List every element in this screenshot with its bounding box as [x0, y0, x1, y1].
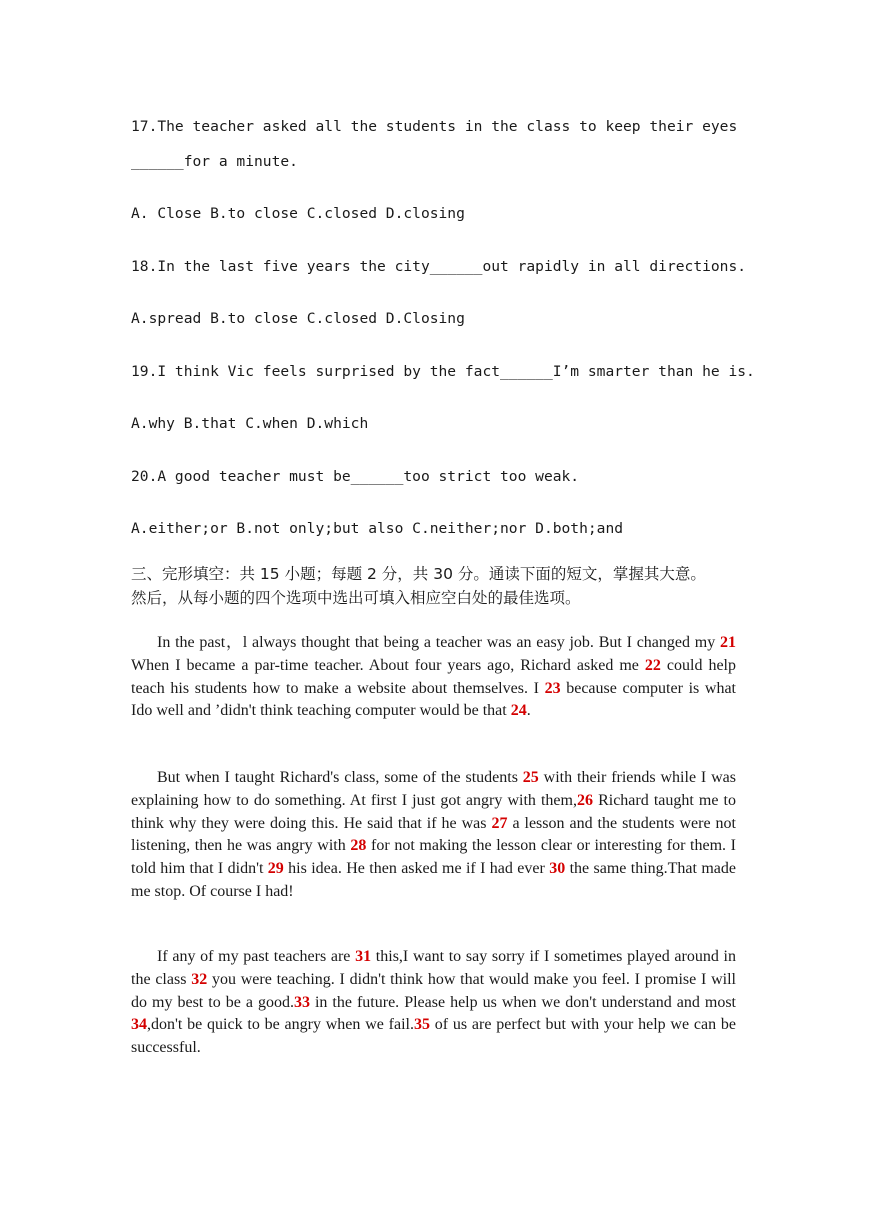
section-3-heading-line2: 然后，从每小题的四个选项中选出可填入相应空白处的最佳选项。: [131, 589, 581, 607]
passage-text: Richard taught me to think why they were doing this. He said that if he was: [131, 791, 736, 832]
passage-text: in the future. Please help us when we don't understand and most: [309, 993, 737, 1011]
question-18-stem: 18.In the last five years the city______out rapidly in all directions.: [131, 258, 747, 275]
blank-number-29: 29: [267, 860, 284, 878]
blank-number-32: 32: [191, 970, 208, 988]
passage-text: ,don't be quick to be angry when we fail.: [147, 1016, 414, 1034]
section-3-heading: [131, 562, 741, 610]
passage-paragraph-2: [131, 767, 736, 904]
passage-text: for not making the lesson clear or interesting for them. I told him that I didn't: [131, 837, 737, 878]
question-19-options: A.why B.that C.when D.which: [131, 415, 369, 432]
question-19-stem: 19.I think Vic feels surprised by the fact______I’m smarter than he is.: [131, 363, 755, 380]
blank-number-31: 31: [355, 948, 372, 965]
blank-number-25: 25: [522, 769, 539, 786]
passage-paragraph-3: [131, 946, 736, 1060]
section-3-heading-line1: 三、完形填空：共 15 小题；每题 2 分，共 30 分。通读下面的短文，掌握其大意。: [131, 565, 706, 583]
question-18-options: A.spread B.to close C.closed D.Closing: [131, 310, 465, 327]
question-17-options: A. Close B.to close C.closed D.closing: [131, 205, 465, 222]
blank-number-24: 24: [510, 702, 527, 720]
passage-text: this,I want to say sorry if I sometimes played around in the class: [131, 948, 737, 988]
blank-number-22: 22: [644, 656, 661, 674]
passage-text: because computer is what Ido well and ’didn't think teaching computer would be that: [131, 679, 736, 720]
blank-number-23: 23: [544, 679, 561, 697]
passage-text: with their friends while I was explaining how to do something. At first I just got angry with them,: [131, 769, 736, 809]
question-20-stem: 20.A good teacher must be______too strict too weak.: [131, 468, 580, 485]
blank-number-33: 33: [293, 993, 310, 1011]
blank-number-21: 21: [720, 634, 736, 651]
passage-text: a lesson and the students were not listening, then he was angry with: [131, 814, 736, 855]
passage-text: of us are perfect but with your help we can be successful.: [131, 1016, 736, 1057]
blank-number-27: 27: [491, 814, 508, 832]
blank-number-28: 28: [350, 837, 367, 855]
passage-text: the same thing.That made me stop. Of course I had!: [131, 860, 737, 900]
question-17-stem-cont: ______for a minute.: [131, 153, 298, 170]
question-17-stem: 17.The teacher asked all the students in the class to keep their eyes: [131, 118, 738, 135]
passage-text: .: [526, 702, 531, 720]
passage-text: But when I taught Richard's class, some of the students: [157, 769, 523, 786]
passage-text: you were teaching. I didn't think how that would make you feel. I promise I will do my best to be a good.: [131, 970, 736, 1011]
passage-text: In the past，l always thought that being a teacher was an easy job. But I changed my: [157, 634, 720, 651]
passage-text: When I became a par-time teacher. About four years ago, Richard asked me: [131, 656, 645, 674]
passage-paragraph-1: [131, 632, 736, 723]
question-20-options: A.either;or B.not only;but also C.neither;nor D.both;and: [131, 520, 624, 537]
passage-text: If any of my past teachers are: [157, 948, 356, 965]
blank-number-30: 30: [549, 860, 566, 878]
blank-number-26: 26: [576, 791, 593, 809]
blank-number-34: 34: [131, 1016, 147, 1034]
passage-text: could help teach his students how to make a website about themselves. I: [131, 656, 736, 697]
blank-number-35: 35: [413, 1016, 430, 1034]
passage-text: his idea. He then asked me if I had ever: [283, 860, 550, 878]
